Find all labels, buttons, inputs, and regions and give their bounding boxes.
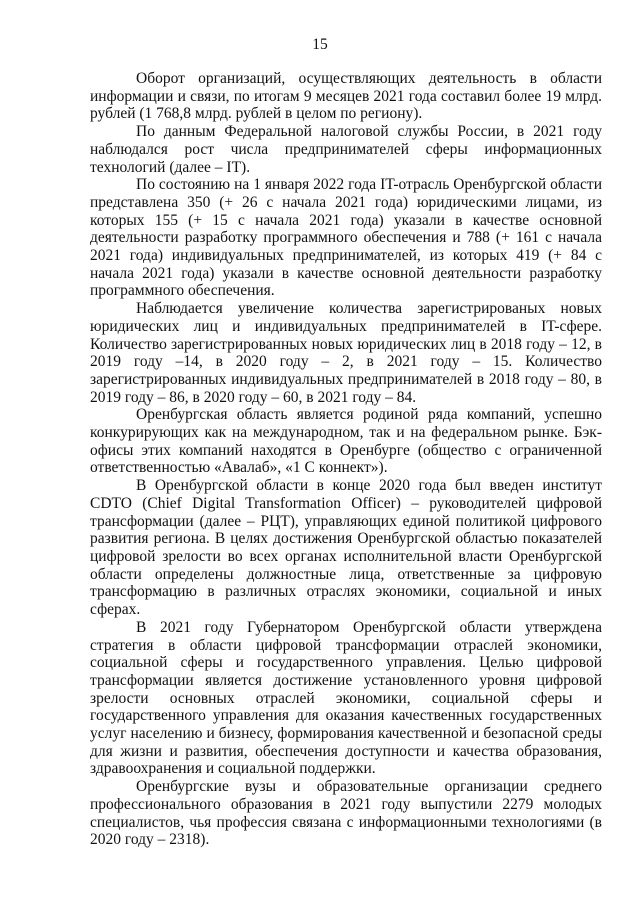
paragraph-strategy: В 2021 году Губернатором Оренбургской области утверждена стратегия в области цифровой трансформации отраслей экономики, социальной сферы и государственного управления. Целью цифровой трансформации является достижение установленного уровня цифровой зрелости основных отраслей экономики, социальной сферы и государственного управления для оказания качественных государственных услуг населению и бизнесу, формирования качественной и безопасной среды для жизни и развития, обеспечения доступности и качества образования, здравоохранения и социальной поддержки.: [90, 618, 602, 778]
paragraph-turnover: Оборот организаций, осуществляющих деятельность в области информации и связи, по итогам 9 месяцев 2021 года составил более 19 млрд. рублей (1 768,8 млрд. рублей в целом по региону).: [90, 70, 602, 123]
document-body: [90, 70, 602, 849]
paragraph-it-industry-stats: По состоянию на 1 января 2022 года IT-отрасль Оренбургской области представлена 350 (+ 26 с начала 2021 года) юридическими лицами, из которых 155 (+ 15 с начала 2021 года) указали в качестве основной деятельности разработку программного обеспечения и 788 (+ 161 с начала 2021 года) индивидуальных предпринимателей, из которых 419 (+ 84 с начала 2021 года) указали в качестве основной деятельности разработку программного обеспечения.: [90, 176, 602, 300]
paragraph-tax-service: По данным Федеральной налоговой службы России, в 2021 году наблюдался рост числа предпринимателей сферы информационных технологий (далее – IT).: [90, 123, 602, 176]
page-number: 15: [312, 36, 328, 53]
paragraph-graduates: Оренбургские вузы и образовательные организации среднего профессионального образования в 2021 году выпустили 2279 молодых специалистов, чья профессия связана с информационными технологиями (в 2020 году – 2318).: [90, 778, 602, 849]
paragraph-cdto: В Оренбургской области в конце 2020 года был введен институт CDTO (Chief Digital Transformation Officer) – руководителей цифровой трансформации (далее – РЦТ), управляющих единой политикой цифрового развития региона. В целях достижения Оренбургской областью показателей цифровой зрелости во всех органах исполнительной власти Оренбургской области определены должностные лица, ответственные за цифровую трансформацию в различных отраслях экономики, социальной и иных сферах.: [90, 477, 602, 619]
paragraph-registration-growth: Наблюдается увеличение количества зарегистрированых новых юридических лиц и индивидуальных предпринимателей в IT-сфере. Количество зарегистрированных новых юридических лиц в 2018 году – 12, в 2019 году –14, в 2020 году – 2, в 2021 году – 15. Количество зарегистрированных индивидуальных предпринимателей в 2018 году – 80, в 2019 году – 86, в 2020 году – 60, в 2021 году – 84.: [90, 300, 602, 406]
paragraph-companies: Оренбургская область является родиной ряда компаний, успешно конкурирующих как на международном, так и на федеральном рынке. Бэк-офисы этих компаний находятся в Оренбурге (общество с ограниченной ответственностью «Авалаб», «1 С коннект»).: [90, 406, 602, 477]
